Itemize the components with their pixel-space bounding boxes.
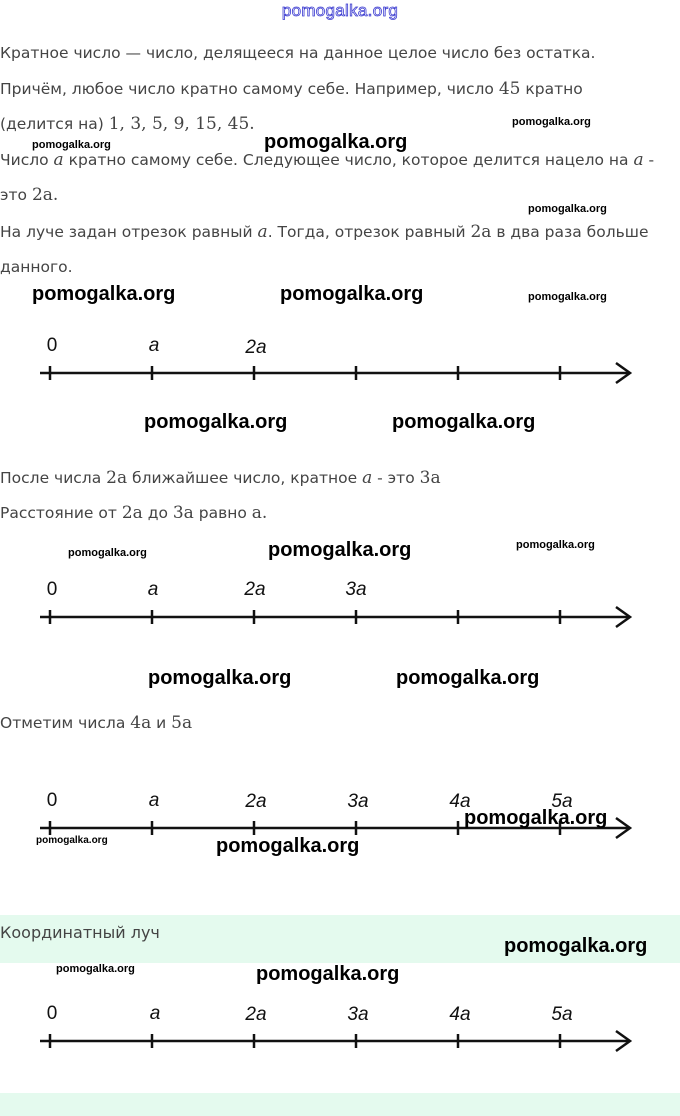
watermark: pomogalka.org (528, 291, 607, 303)
tick-label-3a: 3a (345, 579, 367, 600)
multiple-paragraph-line-1: Число a кратно самому себе. Следующее число, которое делится нацело на a - (0, 150, 655, 170)
mark-numbers-paragraph: Отметим числа 4a и 5a (0, 713, 193, 733)
watermark: pomogalka.org (392, 411, 536, 433)
multiple-paragraph-line-2: это 2a. (0, 185, 59, 205)
tick-label-a: a (148, 335, 160, 356)
watermark: pomogalka.org (396, 667, 540, 689)
watermark: pomogalka.org (36, 835, 108, 846)
tick-label-5a: 5a (551, 791, 573, 812)
watermark: pomogalka.org (264, 131, 408, 153)
tick-label-a: a (148, 790, 160, 811)
tick-label-2a: 2a (245, 791, 267, 812)
tick-label-3a: 3a (347, 791, 369, 812)
tick-label-2a: 2a (245, 337, 267, 358)
number-ray-1 (0, 328, 680, 390)
watermark: pomogalka.org (216, 835, 360, 857)
distance-paragraph: Расстояние от 2a до 3a равно a. (0, 503, 268, 523)
watermark: pomogalka.org (268, 539, 412, 561)
tick-label-a: a (149, 1003, 161, 1024)
coordinate-ray-title: Координатный луч (0, 923, 160, 942)
tick-label-2a: 2a (245, 1004, 267, 1025)
watermark: pomogalka.org (280, 283, 424, 305)
tick-label-4a: 4a (449, 791, 471, 812)
tick-label-0: 0 (46, 790, 58, 811)
tick-label-0: 0 (46, 1003, 58, 1024)
watermark: pomogalka.org (528, 203, 607, 215)
next-multiple-paragraph: После числа 2a ближайшее число, кратное a - это 3a (0, 468, 441, 488)
number-ray-4 (0, 997, 680, 1059)
watermark: pomogalka.org (144, 411, 288, 433)
tick-label-2a: 2a (244, 579, 266, 600)
tick-label-0: 0 (46, 335, 58, 356)
watermark: pomogalka.org (504, 935, 648, 957)
watermark: pomogalka.org (32, 283, 176, 305)
bottom-band (0, 1093, 680, 1116)
watermark: pomogalka.org (464, 807, 608, 829)
tick-label-4a: 4a (449, 1004, 471, 1025)
watermark: pomogalka.org (32, 139, 111, 151)
tick-label-0: 0 (46, 579, 58, 600)
watermark: pomogalka.org (148, 667, 292, 689)
definition-paragraph: Кратное число — число, делящееся на данное целое число без остатка. (0, 44, 596, 62)
example-paragraph-line-2: (делится на) 1, 3, 5, 9, 15, 45. (0, 114, 255, 134)
watermark: pomogalka.org (512, 116, 591, 128)
tick-label-3a: 3a (347, 1004, 369, 1025)
watermark: pomogalka.org (56, 963, 135, 975)
watermark: pomogalka.org (68, 547, 147, 559)
tick-label-a: a (147, 579, 159, 600)
number-ray-2 (0, 573, 680, 635)
segment-paragraph-line-1: На луче задан отрезок равный a. Тогда, отрезок равный 2a в два раза больше (0, 222, 649, 242)
site-header[interactable]: pomogalka.org (281, 1, 399, 20)
tick-label-5a: 5a (551, 1004, 573, 1025)
segment-paragraph-line-2: данного. (0, 258, 73, 276)
example-paragraph-line-1: Причём, любое число кратно самому себе. Например, число 45 кратно (0, 79, 583, 99)
watermark: pomogalka.org (516, 539, 595, 551)
watermark: pomogalka.org (256, 963, 400, 985)
